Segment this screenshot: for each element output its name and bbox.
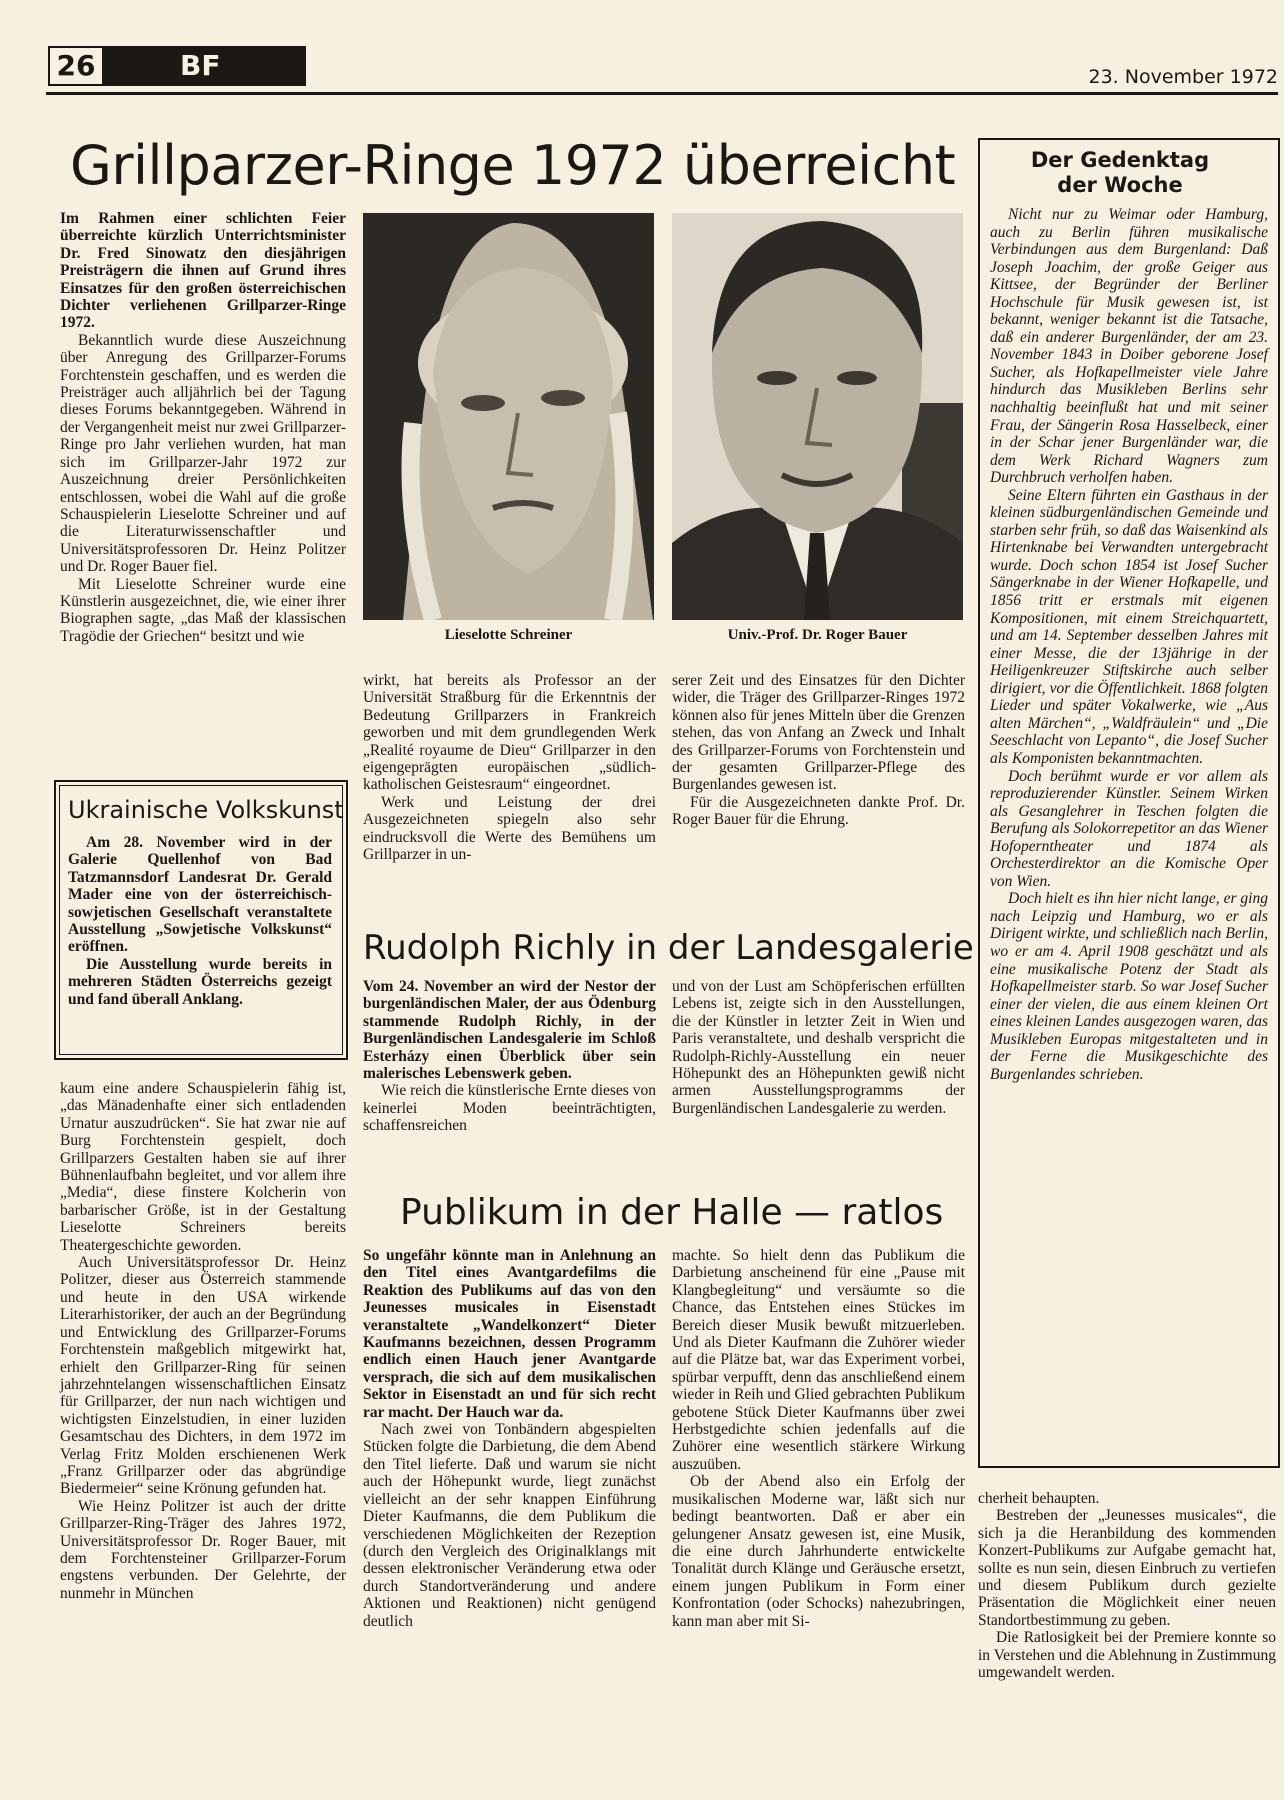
notice-box-paragraph: Die Ausstellung wurde bereits in mehreren Städten Österreichs gezeigt und fand überall Anklang.: [68, 955, 332, 1008]
notice-box-paragraph: Am 28. November wird in der Galerie Quellenhof von Bad Tatzmannsdorf Landesrat Dr. Gerald Mader eine von der österreichisch-sowjetischen Gesellschaft veranstaltete Ausstellung „Sowjetische Volkskunst“ eröffnen.: [68, 834, 332, 956]
main-paragraph: wirkt, hat bereits als Professor an der Universität Straßburg für die Erkenntnis der Bedeutung Grillparzers in Frankreich geworben und mit dem grundlegenden Werk „Realité royaume de Dieu“ Grillparzer in den eigengeprägten europäischen „südlich-katholischen Geistesraum“ eingeordnet.: [363, 672, 656, 794]
publikum-paragraph: machte. So hielt denn das Publikum die Darbietung anscheinend für eine „Pause mit Klangbegleitung“ und versäumte so die Chance, das Entstehen eines Stückes im Bereich dieser Musik bewußt mitzuerleben. Und als Dieter Kaufmann die Zuhörer wieder auf die Plätze bat, war das Experiment vorbei, spürbar verpufft, denn das anschließend einem wieder in Reih und Glied gebrachten Publikum gebotene Stück Dieter Kaufmanns über zwei Herbstgedichte schien jedenfalls auf die Zuhörer eine wesentlich stärkere Wirkung auszuüben.: [672, 1247, 965, 1473]
main-lead-paragraph: Im Rahmen einer schlichten Feier überreichte kürzlich Unterrichtsminister Dr. Fred Sinowatz den diesjährigen Preisträgern die ihnen auf Grund ihres Einsatzes für den großen österreichischen Dichter verliehenen Grillparzer-Ringe 1972.: [60, 210, 346, 332]
page-header: [46, 44, 1278, 96]
publikum-lead-paragraph: So ungefähr könnte man in Anlehnung an den Titel eines Avantgardefilms die Reaktion des Publikums auf das von den Jeunesses musicales in Eisenstadt veranstaltete „Wandelkonzert“ Dieter Kaufmanns bezeichnen, dessen Programm endlich einen Hauch jener Avantgarde versprach, die sich auf dem musikalischen Sektor in Eisenstadt an und für sich recht rar macht. Der Hauch war da.: [363, 1247, 656, 1421]
sidebar-paragraph: Nicht nur zu Weimar oder Hamburg, auch zu Berlin führen musikalische Verbindungen aus dem Burgenland: Daß Joseph Joachim, der große Geiger aus Kittsee, der Begründer der Berliner Hochschule für Musik gewesen ist, ist bekannt, weniger bekannt ist die Tatsache, daß ein anderer Burgenländer, der am 23. November 1843 in Doiber geborene Josef Sucher, als Hofkapellmeister viele Jahre hindurch das Musikleben Berlins sehr nachhaltig beeinflußt hat und mit seiner Frau, der Sängerin Rosa Hasselbeck, einer in der Schar jener Burgenländer war, die dem Werk Richard Wagners zum Durchbruch verholfen haben.: [990, 206, 1268, 487]
issue-date: 23. November 1972: [1088, 66, 1278, 88]
notice-box-ukrainische-volkskunst: [54, 780, 348, 1060]
richly-col2: [672, 978, 965, 1117]
portrait-woman-image: [363, 213, 654, 620]
publikum-paragraph: cherheit behaupten.: [978, 1490, 1100, 1507]
main-headline: Grillparzer-Ringe 1972 überreicht: [70, 134, 956, 197]
sidebar-paragraph: Doch hielt es ihn hier nicht lange, er ging nach Leipzig und Hamburg, wo er als Dirigent wirkte, und schließlich nach Berlin, wo er am 4. April 1908 geschätzt und als eine musikalische Potenz der Stadt als Hofkapellmeister starb. So war Josef Sucher einer der vielen, die aus einem kleinen Ort eines kleinen Landes ausgezogen waren, das Musikleben Europas mitgestalteten und in der Ferne die Musikgeschichte des Burgenlandes schrieben.: [990, 890, 1268, 1083]
page-number: 26: [48, 46, 104, 86]
section-name: BF: [180, 49, 221, 82]
sidebar-paragraph: Seine Eltern führten ein Gasthaus in der kleinen südburgenländischen Gemeinde und starben sehr früh, so daß das Waisenkind als Hirtenknabe bei Verwandten untergebracht wurde. Doch schon 1854 ist Josef Sucher Sängerknabe in der Wiener Hofkapelle, und 1856 tritt er erstmals mit eigenen Kompositionen, mit einem Streichquartett, und am 14. September desselben Jahres mit einer Messe, die der 13jährige in der Heiligenkreuzer Stiftskirche auch selber dirigiert, vor die Öffentlichkeit. 1868 folgten Lieder und später Vokalwerke, wie „Aus alten Märchen“, „Waldfräulein“ und „Die Seeschlacht von Lepanto“, die Josef Sucher als Komponisten bekanntmachten.: [990, 486, 1268, 767]
main-article-col1-continued: [60, 1080, 346, 1602]
photo-caption-schreiner: Lieselotte Schreiner: [444, 627, 573, 643]
main-article-col2: [363, 672, 656, 863]
main-paragraph: serer Zeit und des Einsatzes für den Dichter wider, die Träger des Grillparzer-Ringes 1972 können also für jenes Mitteln über die Grenzen stehen, das von Anfang an Zweck und Inhalt des Grillparzer-Forums von Forchtenstein und der gesamten Grillparzer-Pflege des Burgenlandes gewesen ist.: [672, 672, 965, 794]
notice-box-text: [68, 834, 332, 1008]
publikum-col2: [672, 1247, 965, 1630]
publikum-paragraph: Bestreben der „Jeunesses musicales“, die sich ja die Heranbildung des kommenden Konzert-Publikums zur Aufgabe gemacht hat, sollte es nun sein, diesen Einbruch zu vertiefen und diesem Publikum durch gezielte Präsentation die Möglichkeit einer neuen Standortbestimmung zu geben.: [978, 1507, 1276, 1629]
publikum-paragraph: Ob der Abend also ein Erfolg der musikalischen Moderne war, läßt sich nur bedingt beantworten. Daß er aber ein gelungener Ansatz gewesen ist, eine Musik, die eine durch Jahrhunderte entwickelte Tonalität durch Klänge und Geräusche ersetzt, einem jungen Publikum in Form einer Konfrontation (oder Schocks) nahezubringen, kann man aber mit Si-: [672, 1473, 965, 1630]
richly-paragraph: Wie reich die künstlerische Ernte dieses von keinerlei Moden beeinträchtigten, schaffensreichen: [363, 1082, 656, 1135]
richly-headline: Rudolph Richly in der Landesgalerie: [363, 928, 974, 968]
sidebar-text: [990, 206, 1268, 1083]
main-paragraph: kaum eine andere Schauspielerin fähig ist, „das Mänadenhafte einer sich entladenden Urnatur auszudrücken“. Sie hat zwar nie auf Burg Forchtenstein gespielt, doch Grillparzers Gestalten haben sie auf ihrer Bühnenlaufbahn begleitet, und vor allem ihre „Media“, diese finstere Kolcherin von barbarischer Größe, ist in der Gestaltung Lieselotte Schreiners bereits Theatergeschichte geworden.: [60, 1080, 346, 1254]
main-paragraph: Für die Ausgezeichneten dankte Prof. Dr. Roger Bauer für die Ehrung.: [672, 793, 965, 829]
publikum-headline: Publikum in der Halle — ratlos: [400, 1192, 944, 1233]
main-paragraph: Werk und Leistung der drei Ausgezeichneten spiegeln also sehr eindrucksvoll die Werte des Bemühens um Grillparzer in un-: [363, 793, 656, 864]
sidebar-gedenktag: [978, 138, 1280, 1468]
photo-lieselotte-schreiner: [363, 213, 654, 620]
photo-roger-bauer: [672, 213, 963, 620]
sidebar-title: Der Gedenktag der Woche: [1030, 148, 1210, 197]
sidebar-paragraph: Doch berühmt wurde er vor allem als reproduzierender Künstler. Seinem Wirken als Gesanglehrer in Teschen folgten die Berufung als Solokorrepetitor an das Wiener Hofoperntheater und 1874 als Orchesterdirektor an die Komische Oper von Wien.: [990, 767, 1268, 890]
main-article-col3: [672, 672, 965, 829]
portrait-man-image: [672, 213, 963, 620]
publikum-paragraph: Die Ratlosigkeit bei der Premiere konnte so in Verstehen und die Ablehnung in Zustimmung umgewandelt werden.: [978, 1629, 1276, 1682]
section-label: [102, 46, 306, 86]
publikum-col1: [363, 1247, 656, 1630]
main-article-col1: [60, 210, 346, 645]
richly-lead-paragraph: Vom 24. November an wird der Nestor der burgenländischen Maler, der aus Ödenburg stammende Rudolph Richly, in der Burgenländischen Landesgalerie im Schloß Esterházy einen Überblick über sein malerisches Lebenswerk geben.: [363, 978, 656, 1083]
richly-col1: [363, 978, 656, 1135]
main-paragraph: Auch Universitätsprofessor Dr. Heinz Politzer, dieser aus Österreich stammende und heute in den USA wirkende Literarhistoriker, der auch an der Begründung und Entwicklung des Grillparzer-Forums Forchtenstein maßgeblich mitgewirkt hat, erhielt den Grillparzer-Ring für seinen jahrzehntelangen wissenschaftlichen Einsatz für Grillparzer, der nun nach wichtigen und wichtigsten Einzelstudien, in einer luziden Gesamtschau des Dichters, in dem 1972 im Verlag Fritz Molden erschienenen Werk „Franz Grillparzer oder das abgründige Biedermeier“ seine Krönung gefunden hat.: [60, 1254, 346, 1498]
main-paragraph: Mit Lieselotte Schreiner wurde eine Künstlerin ausgezeichnet, die, wie einer ihrer Biographen sagte, „das Maß der klassischen Tragödie der Griechen“ besitzt und wie: [60, 575, 346, 645]
notice-box-title: Ukrainische Volkskunst: [68, 796, 344, 824]
photo-caption-bauer: Univ.-Prof. Dr. Roger Bauer: [727, 627, 908, 643]
richly-paragraph: und von der Lust am Schöpferischen erfüllten Lebens ist, zeigte sich in den Ausstellungen, die der Künstler in letzter Zeit in Wien und Paris veranstaltete, und deshalb verspricht die Rudolph-Richly-Ausstellung ein neuer Höhepunkt des an Höhepunkten gewiß nicht armen Ausstellungsprogramms der Burgenländischen Landesgalerie zu werden.: [672, 978, 965, 1117]
main-paragraph: Wie Heinz Politzer ist auch der dritte Grillparzer-Ring-Träger des Jahres 1972, Universitätsprofessor Dr. Roger Bauer, mit dem Forchtensteiner Grillparzer-Forum engstens verbunden. Der Gelehrte, der nunmehr in München: [60, 1497, 346, 1602]
main-paragraph: Bekanntlich wurde diese Auszeichnung über Anregung des Grillparzer-Forums Forchtenstein geschaffen, und es werden die Preisträger auch alljährlich bei der Tagung dieses Forums bekanntgegeben. Während in der Vergangenheit meist nur zwei Grillparzer-Ringe pro Jahr verliehen wurden, hat man sich im Grillparzer-Jahr 1972 zur Auszeichnung dreier Persönlichkeiten entschlossen, wobei die Wahl auf die große Schauspielerin Lieselotte Schreiner und auf die Literaturwissenschaftler und Universitätsprofessoren Dr. Heinz Politzer und Dr. Roger Bauer fiel.: [60, 331, 346, 576]
publikum-col3: [978, 1490, 1276, 1681]
header-rule: [46, 92, 1278, 95]
publikum-paragraph: Nach zwei von Tonbändern abgespielten Stücken folgte die Darbietung, die dem Abend den Titel lieferte. Daß und warum sie nicht auch der Höhepunkt wurde, liegt zunächst vielleicht an der sehr knappen Einführung Dieter Kaufmanns, die dem Publikum die verschiedenen Möglichkeiten der Rezeption (durch den Vergleich des Originalklangs mit dessen elektronischer Veränderung etwa oder durch Standortveränderung und andere Aktionen und Reaktionen) nicht genügend deutlich: [363, 1421, 656, 1630]
